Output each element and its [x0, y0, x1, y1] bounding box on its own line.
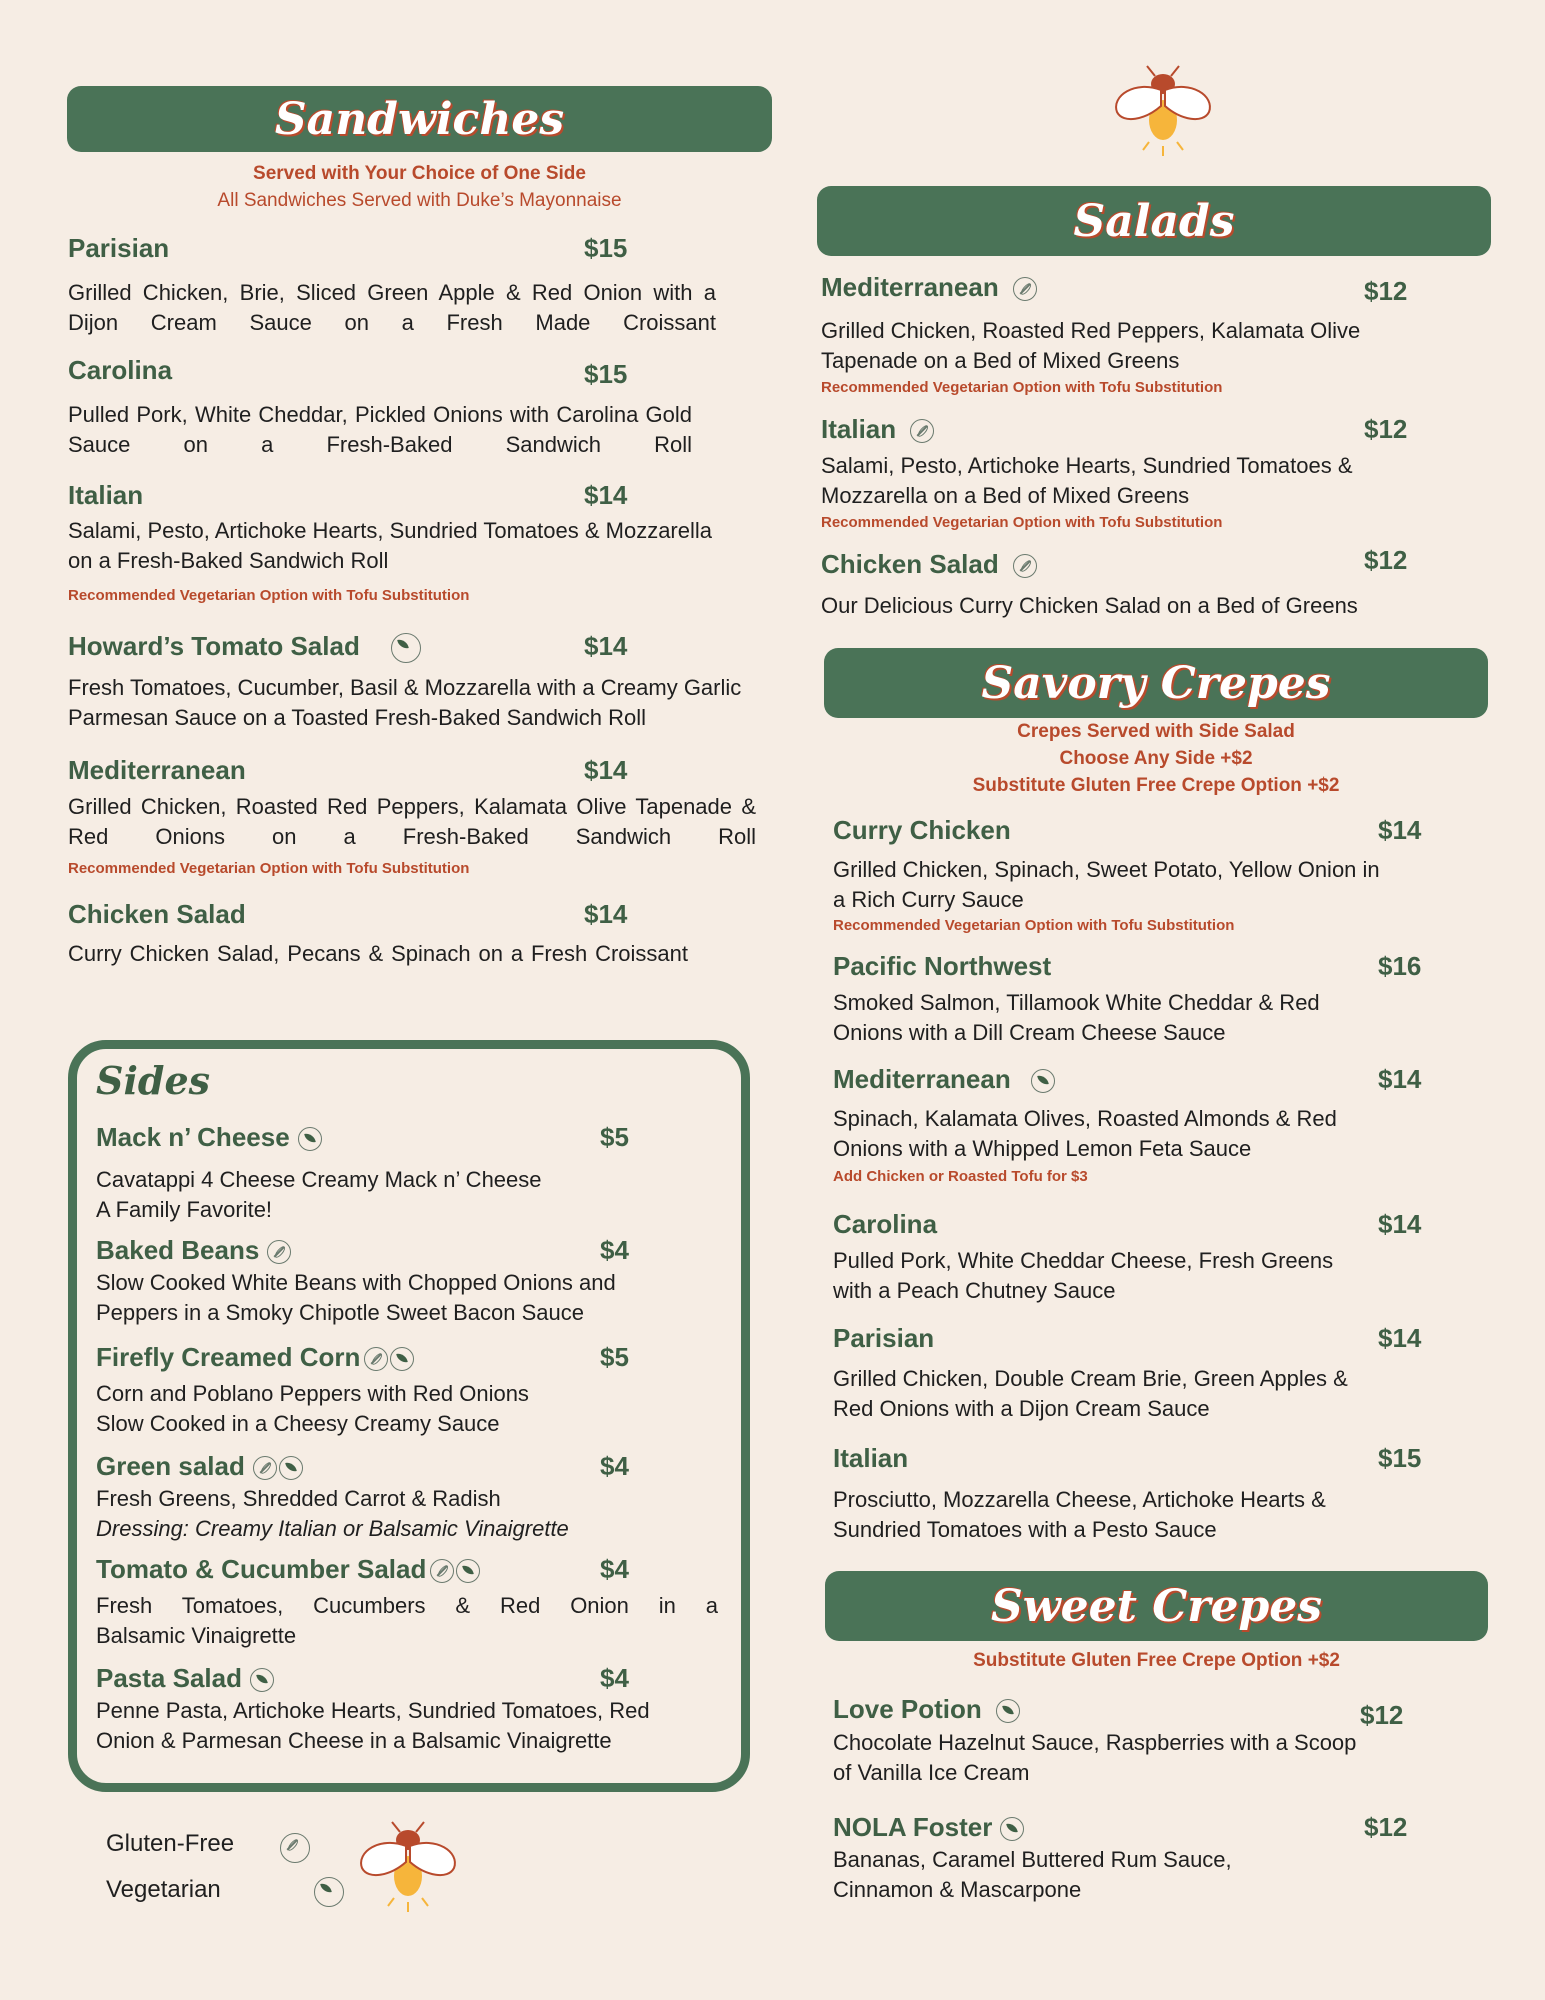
- sandwich-carolina-desc: Pulled Pork, White Cheddar, Pickled Onions with Carolina Gold Sauce on a Fresh-Baked Sandwich Roll: [68, 402, 692, 457]
- sandwich-italian-price: $14: [584, 480, 628, 510]
- sweet-crepes-title: Sweet Crepes: [990, 1580, 1322, 1632]
- legend-vegetarian-label: Vegetarian: [106, 1876, 221, 1903]
- sandwiches-subtitle-2: All Sandwiches Served with Duke’s Mayonnaise: [217, 190, 622, 211]
- savory-curry-chicken-desc: Grilled Chicken, Spinach, Sweet Potato, Yellow Onion in a Rich Curry Sauce: [833, 857, 1380, 912]
- vegetarian-icon: [279, 1456, 303, 1480]
- sandwich-mediterranean-desc: Grilled Chicken, Roasted Red Peppers, Kalamata Olive Tapenade & Red Onions on a Fresh-Baked Sandwich Roll: [68, 794, 756, 849]
- sandwich-italian-name: Italian: [68, 480, 144, 510]
- side-creamed-corn-label: Firefly Creamed Corn: [96, 1342, 361, 1372]
- sweet-love-potion-price: $12: [1360, 1700, 1404, 1730]
- salad-italian-price: $12: [1364, 414, 1408, 444]
- sweet-love-potion-desc: Chocolate Hazelnut Sauce, Raspberries with a Scoop of Vanilla Ice Cream: [833, 1730, 1357, 1785]
- salad-italian-name: [821, 414, 934, 445]
- savory-curry-chicken-price: $14: [1378, 815, 1422, 845]
- side-green-salad-desc-1: Fresh Greens, Shredded Carrot & Radish: [96, 1486, 501, 1511]
- sandwich-chicken-salad-desc: Curry Chicken Salad, Pecans & Spinach on a Fresh Croissant: [68, 941, 688, 966]
- sandwich-mediterranean-price: $14: [584, 755, 628, 785]
- side-green-salad-name: [96, 1451, 303, 1482]
- sweet-nola-foster-label: NOLA Foster: [833, 1812, 993, 1842]
- side-mack-price: $5: [600, 1122, 629, 1152]
- sandwich-howards-name: [68, 631, 421, 663]
- vegetarian-icon: [456, 1559, 480, 1583]
- firefly-logo-icon: [350, 1818, 466, 1920]
- side-green-salad-label: Green salad: [96, 1451, 245, 1481]
- side-tomato-cucumber-price: $4: [600, 1554, 629, 1584]
- side-baked-beans-desc-2: Peppers in a Smoky Chipotle Sweet Bacon Sauce: [96, 1300, 584, 1325]
- salad-mediterranean-name: [821, 272, 1037, 303]
- savory-mediterranean-label: Mediterranean: [833, 1064, 1011, 1094]
- gluten-free-icon: [364, 1347, 388, 1371]
- sandwich-parisian-desc: Grilled Chicken, Brie, Sliced Green Apple & Red Onion with a Dijon Cream Sauce on a Fresh Made Croissant: [68, 280, 716, 335]
- gluten-free-icon: [910, 419, 934, 443]
- savory-italian-desc: Prosciutto, Mozzarella Cheese, Artichoke Hearts & Sundried Tomatoes with a Pesto Sauce: [833, 1487, 1326, 1542]
- sweet-love-potion-name: [833, 1694, 1020, 1725]
- side-creamed-corn-name: [96, 1342, 414, 1373]
- side-pasta-salad-price: $4: [600, 1663, 629, 1693]
- savory-pacific-northwest-name: Pacific Northwest: [833, 951, 1052, 981]
- savory-italian-name: Italian: [833, 1443, 909, 1473]
- salad-italian-note: Recommended Vegetarian Option with Tofu Substitution: [821, 514, 1223, 531]
- gluten-free-icon: [1013, 554, 1037, 578]
- gluten-free-icon: [1013, 277, 1037, 301]
- side-pasta-salad-name: [96, 1663, 274, 1694]
- salad-italian-label: Italian: [821, 414, 897, 444]
- sandwich-carolina-price: $15: [584, 359, 628, 389]
- legend-gluten-free-label: Gluten-Free: [106, 1830, 235, 1857]
- side-mack-desc-1: Cavatappi 4 Cheese Creamy Mack n’ Cheese: [96, 1167, 542, 1192]
- sweet-nola-foster-name: [833, 1812, 1024, 1843]
- salad-mediterranean-price: $12: [1364, 276, 1408, 306]
- sandwich-howards-price: $14: [584, 631, 628, 661]
- sandwich-italian-note: Recommended Vegetarian Option with Tofu Substitution: [68, 587, 470, 604]
- sweet-subtitle: Substitute Gluten Free Crepe Option +$2: [973, 1650, 1340, 1671]
- sandwiches-banner: [67, 86, 772, 152]
- vegetarian-icon: [390, 1347, 414, 1371]
- salad-mediterranean-note: Recommended Vegetarian Option with Tofu Substitution: [821, 379, 1223, 396]
- sandwiches-title: Sandwiches: [274, 93, 565, 145]
- savory-carolina-name: Carolina: [833, 1209, 938, 1239]
- savory-subtitle-1: Crepes Served with Side Salad: [1017, 721, 1295, 742]
- gluten-free-icon: [253, 1456, 277, 1480]
- savory-carolina-desc: Pulled Pork, White Cheddar Cheese, Fresh Greens with a Peach Chutney Sauce: [833, 1248, 1334, 1303]
- sweet-crepes-banner: [825, 1571, 1488, 1641]
- salad-chicken-salad-price: $12: [1364, 545, 1408, 575]
- side-creamed-corn-price: $5: [600, 1342, 629, 1372]
- side-creamed-corn-desc-1: Corn and Poblano Peppers with Red Onions: [96, 1381, 529, 1406]
- savory-pacific-northwest-price: $16: [1378, 951, 1422, 981]
- savory-carolina-price: $14: [1378, 1209, 1422, 1239]
- side-mack-label: Mack n’ Cheese: [96, 1122, 290, 1152]
- side-tomato-cucumber-label: Tomato & Cucumber Salad: [96, 1554, 427, 1584]
- side-mack-desc-2: A Family Favorite!: [96, 1197, 273, 1222]
- vegetarian-icon: [298, 1127, 322, 1151]
- sweet-nola-foster-price: $12: [1364, 1812, 1408, 1842]
- savory-mediterranean-note: Add Chicken or Roasted Tofu for $3: [833, 1168, 1088, 1185]
- savory-subtitle-3: Substitute Gluten Free Crepe Option +$2: [972, 775, 1340, 796]
- gluten-free-icon: [430, 1559, 454, 1583]
- side-baked-beans-price: $4: [600, 1235, 629, 1265]
- side-creamed-corn-desc-2: Slow Cooked in a Cheesy Creamy Sauce: [96, 1411, 500, 1436]
- side-baked-beans-label: Baked Beans: [96, 1235, 260, 1265]
- sandwich-mediterranean-note: Recommended Vegetarian Option with Tofu Substitution: [68, 860, 470, 877]
- sandwich-carolina-name: Carolina: [68, 355, 173, 385]
- savory-curry-chicken-note: Recommended Vegetarian Option with Tofu Substitution: [833, 917, 1235, 934]
- vegetarian-icon: [314, 1877, 344, 1907]
- vegetarian-icon: [250, 1668, 274, 1692]
- salads-title: Salads: [1073, 195, 1235, 247]
- side-pasta-salad-desc-2: Onion & Parmesan Cheese in a Balsamic Vinaigrette: [96, 1728, 612, 1753]
- savory-parisian-name: Parisian: [833, 1323, 935, 1353]
- side-tomato-cucumber-name: [96, 1554, 480, 1585]
- savory-mediterranean-price: $14: [1378, 1064, 1422, 1094]
- vegetarian-icon: [1000, 1817, 1024, 1841]
- sandwich-howards-desc: Fresh Tomatoes, Cucumber, Basil & Mozzarella with a Creamy Garlic Parmesan Sauce on a Toasted Fresh-Baked Sandwich Roll: [68, 675, 742, 730]
- firefly-logo-icon: [1105, 62, 1221, 164]
- sandwich-chicken-salad-name: Chicken Salad: [68, 899, 246, 929]
- salad-chicken-salad-name: [821, 549, 1037, 580]
- sandwich-italian-desc: Salami, Pesto, Artichoke Hearts, Sundried Tomatoes & Mozzarella on a Fresh-Baked Sandwich Roll: [68, 518, 713, 573]
- side-tomato-cucumber-desc-2: Balsamic Vinaigrette: [96, 1623, 297, 1648]
- savory-mediterranean-desc: Spinach, Kalamata Olives, Roasted Almonds & Red Onions with a Whipped Lemon Feta Sauce: [833, 1106, 1337, 1161]
- sandwich-parisian-name: Parisian: [68, 233, 170, 263]
- side-baked-beans-name: [96, 1235, 291, 1266]
- side-green-salad-desc-2: Dressing: Creamy Italian or Balsamic Vinaigrette: [96, 1516, 569, 1541]
- side-pasta-salad-label: Pasta Salad: [96, 1663, 242, 1693]
- sweet-nola-foster-desc: Bananas, Caramel Buttered Rum Sauce, Cinnamon & Mascarpone: [833, 1847, 1232, 1902]
- savory-pacific-northwest-desc: Smoked Salmon, Tillamook White Cheddar & Red Onions with a Dill Cream Cheese Sauce: [833, 990, 1320, 1045]
- side-pasta-salad-desc-1: Penne Pasta, Artichoke Hearts, Sundried Tomatoes, Red: [96, 1698, 650, 1723]
- sweet-love-potion-label: Love Potion: [833, 1694, 982, 1724]
- vegetarian-icon: [1031, 1069, 1055, 1093]
- gluten-free-icon: [280, 1833, 310, 1863]
- side-tomato-cucumber-desc-1: Fresh Tomatoes, Cucumbers & Red Onion in a: [96, 1593, 718, 1618]
- savory-subtitle-2: Choose Any Side +$2: [1059, 748, 1253, 769]
- savory-crepes-banner: [824, 648, 1488, 718]
- side-baked-beans-desc-1: Slow Cooked White Beans with Chopped Onions and: [96, 1270, 616, 1295]
- salads-banner: [817, 186, 1491, 256]
- savory-curry-chicken-name: Curry Chicken: [833, 815, 1011, 845]
- salad-chicken-salad-desc: Our Delicious Curry Chicken Salad on a Bed of Greens: [821, 593, 1358, 618]
- savory-parisian-price: $14: [1378, 1323, 1422, 1353]
- salad-italian-desc: Salami, Pesto, Artichoke Hearts, Sundried Tomatoes & Mozzarella on a Bed of Mixed Greens: [821, 453, 1353, 508]
- gluten-free-icon: [267, 1240, 291, 1264]
- side-mack-name: [96, 1122, 322, 1153]
- salad-mediterranean-label: Mediterranean: [821, 272, 999, 302]
- sandwiches-subtitle-1: Served with Your Choice of One Side: [253, 163, 586, 184]
- sandwich-mediterranean-name: Mediterranean: [68, 755, 246, 785]
- vegetarian-icon: [391, 633, 421, 663]
- sides-title: Sides: [96, 1058, 211, 1103]
- side-green-salad-price: $4: [600, 1451, 629, 1481]
- savory-italian-price: $15: [1378, 1443, 1422, 1473]
- sandwich-parisian-price: $15: [584, 233, 628, 263]
- savory-mediterranean-name: [833, 1064, 1055, 1095]
- savory-crepes-title: Savory Crepes: [981, 657, 1331, 709]
- savory-parisian-desc: Grilled Chicken, Double Cream Brie, Green Apples & Red Onions with a Dijon Cream Sauce: [833, 1366, 1348, 1421]
- salad-mediterranean-desc: Grilled Chicken, Roasted Red Peppers, Kalamata Olive Tapenade on a Bed of Mixed Greens: [821, 318, 1361, 373]
- sandwich-howards-label: Howard’s Tomato Salad: [68, 631, 360, 661]
- vegetarian-icon: [996, 1699, 1020, 1723]
- sandwich-chicken-salad-price: $14: [584, 899, 628, 929]
- salad-chicken-salad-label: Chicken Salad: [821, 549, 999, 579]
